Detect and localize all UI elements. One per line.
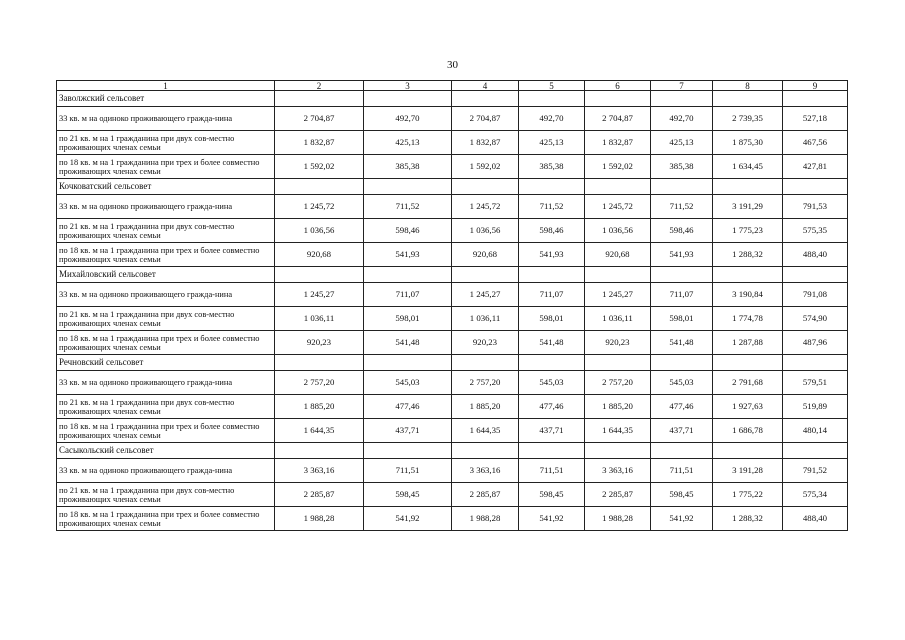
value-cell: 711,07 xyxy=(364,283,452,307)
table-row xyxy=(57,483,848,507)
empty-cell xyxy=(275,443,364,459)
row-label: по 18 кв. м на 1 гражданина при трех и более совместно проживающих членах семьи xyxy=(57,507,275,531)
value-cell: 2 791,68 xyxy=(713,371,783,395)
value-cell: 2 704,87 xyxy=(275,107,364,131)
value-cell: 1 245,27 xyxy=(275,283,364,307)
row-label: по 18 кв. м на 1 гражданина при трех и более совместно проживающих членах семьи xyxy=(57,155,275,179)
value-cell: 1 927,63 xyxy=(713,395,783,419)
group-title: Кочковатский сельсовет xyxy=(57,179,275,195)
value-cell: 711,52 xyxy=(364,195,452,219)
value-cell: 791,52 xyxy=(783,459,848,483)
empty-cell xyxy=(713,91,783,107)
empty-cell xyxy=(275,355,364,371)
column-header: 4 xyxy=(452,81,519,91)
table-row xyxy=(57,395,848,419)
row-label: 33 кв. м на одиноко проживающего гражда-нина xyxy=(57,195,275,219)
value-cell: 1 988,28 xyxy=(585,507,651,531)
empty-cell xyxy=(783,179,848,195)
value-cell: 598,46 xyxy=(519,219,585,243)
empty-cell xyxy=(585,355,651,371)
value-cell: 575,35 xyxy=(783,219,848,243)
table-row xyxy=(57,131,848,155)
empty-cell xyxy=(364,91,452,107)
value-cell: 1 686,78 xyxy=(713,419,783,443)
value-cell: 541,93 xyxy=(364,243,452,267)
value-cell: 2 757,20 xyxy=(585,371,651,395)
row-label: 33 кв. м на одиноко проживающего гражда-нина xyxy=(57,283,275,307)
value-cell: 425,13 xyxy=(519,131,585,155)
empty-cell xyxy=(713,355,783,371)
empty-cell xyxy=(519,91,585,107)
empty-cell xyxy=(275,91,364,107)
empty-cell xyxy=(713,179,783,195)
value-cell: 492,70 xyxy=(651,107,713,131)
value-cell: 1 288,32 xyxy=(713,507,783,531)
table-row xyxy=(57,371,848,395)
row-label: 33 кв. м на одиноко проживающего гражда-нина xyxy=(57,459,275,483)
column-header: 7 xyxy=(651,81,713,91)
empty-cell xyxy=(651,443,713,459)
value-cell: 1 245,27 xyxy=(452,283,519,307)
value-cell: 3 363,16 xyxy=(452,459,519,483)
group-title: Сасыкольский сельсовет xyxy=(57,443,275,459)
value-cell: 920,23 xyxy=(585,331,651,355)
empty-cell xyxy=(783,355,848,371)
value-cell: 1 036,56 xyxy=(275,219,364,243)
value-cell: 487,96 xyxy=(783,331,848,355)
empty-cell xyxy=(452,179,519,195)
value-cell: 480,14 xyxy=(783,419,848,443)
empty-cell xyxy=(585,267,651,283)
empty-cell xyxy=(651,267,713,283)
table-row xyxy=(57,419,848,443)
empty-cell xyxy=(364,355,452,371)
value-cell: 1 036,11 xyxy=(585,307,651,331)
value-cell: 1 287,88 xyxy=(713,331,783,355)
row-label: по 21 кв. м на 1 гражданина при двух сов-местно проживающих членах семьи xyxy=(57,219,275,243)
value-cell: 598,01 xyxy=(364,307,452,331)
value-cell: 2 704,87 xyxy=(452,107,519,131)
value-cell: 477,46 xyxy=(519,395,585,419)
empty-cell xyxy=(275,179,364,195)
value-cell: 598,45 xyxy=(651,483,713,507)
value-cell: 3 191,29 xyxy=(713,195,783,219)
value-cell: 711,51 xyxy=(519,459,585,483)
value-cell: 427,81 xyxy=(783,155,848,179)
value-cell: 1 988,28 xyxy=(275,507,364,531)
empty-cell xyxy=(364,267,452,283)
row-label: по 18 кв. м на 1 гражданина при трех и более совместно проживающих членах семьи xyxy=(57,243,275,267)
value-cell: 541,48 xyxy=(519,331,585,355)
value-cell: 579,51 xyxy=(783,371,848,395)
value-cell: 541,48 xyxy=(651,331,713,355)
value-cell: 711,07 xyxy=(519,283,585,307)
empty-cell xyxy=(585,443,651,459)
value-cell: 541,48 xyxy=(364,331,452,355)
value-cell: 492,70 xyxy=(519,107,585,131)
value-cell: 437,71 xyxy=(364,419,452,443)
empty-cell xyxy=(452,443,519,459)
value-cell: 598,46 xyxy=(364,219,452,243)
value-cell: 791,08 xyxy=(783,283,848,307)
value-cell: 598,01 xyxy=(651,307,713,331)
group-row xyxy=(57,443,848,459)
value-cell: 541,92 xyxy=(519,507,585,531)
value-cell: 1 988,28 xyxy=(452,507,519,531)
empty-cell xyxy=(713,267,783,283)
value-cell: 527,18 xyxy=(783,107,848,131)
value-cell: 1 245,27 xyxy=(585,283,651,307)
value-cell: 1 288,32 xyxy=(713,243,783,267)
value-cell: 575,34 xyxy=(783,483,848,507)
value-cell: 541,92 xyxy=(364,507,452,531)
value-cell: 1 875,30 xyxy=(713,131,783,155)
row-label: по 18 кв. м на 1 гражданина при трех и более совместно проживающих членах семьи xyxy=(57,419,275,443)
value-cell: 477,46 xyxy=(364,395,452,419)
empty-cell xyxy=(275,267,364,283)
value-cell: 1 775,23 xyxy=(713,219,783,243)
value-cell: 425,13 xyxy=(364,131,452,155)
empty-cell xyxy=(585,179,651,195)
row-label: по 21 кв. м на 1 гражданина при двух сов-местно проживающих членах семьи xyxy=(57,131,275,155)
value-cell: 1 774,78 xyxy=(713,307,783,331)
value-cell: 598,01 xyxy=(519,307,585,331)
value-cell: 1 634,45 xyxy=(713,155,783,179)
column-header: 6 xyxy=(585,81,651,91)
table-row xyxy=(57,307,848,331)
empty-cell xyxy=(452,267,519,283)
table-row xyxy=(57,507,848,531)
table-body xyxy=(57,81,848,531)
empty-cell xyxy=(364,443,452,459)
table-row xyxy=(57,195,848,219)
column-header: 9 xyxy=(783,81,848,91)
empty-cell xyxy=(585,91,651,107)
value-cell: 1 245,72 xyxy=(275,195,364,219)
empty-cell xyxy=(452,91,519,107)
value-cell: 711,51 xyxy=(651,459,713,483)
value-cell: 2 739,35 xyxy=(713,107,783,131)
value-cell: 545,03 xyxy=(651,371,713,395)
value-cell: 1 036,11 xyxy=(275,307,364,331)
value-cell: 492,70 xyxy=(364,107,452,131)
value-cell: 1 644,35 xyxy=(585,419,651,443)
value-cell: 3 191,28 xyxy=(713,459,783,483)
empty-cell xyxy=(651,91,713,107)
value-cell: 598,45 xyxy=(364,483,452,507)
value-cell: 3 190,84 xyxy=(713,283,783,307)
group-row xyxy=(57,179,848,195)
value-cell: 541,92 xyxy=(651,507,713,531)
empty-cell xyxy=(651,355,713,371)
empty-cell xyxy=(651,179,713,195)
value-cell: 425,13 xyxy=(651,131,713,155)
value-cell: 385,38 xyxy=(651,155,713,179)
value-cell: 2 285,87 xyxy=(452,483,519,507)
row-label: 33 кв. м на одиноко проживающего гражда-нина xyxy=(57,371,275,395)
table-row xyxy=(57,459,848,483)
value-cell: 541,93 xyxy=(651,243,713,267)
group-title: Михайловский сельсовет xyxy=(57,267,275,283)
value-cell: 3 363,16 xyxy=(585,459,651,483)
value-cell: 2 285,87 xyxy=(275,483,364,507)
empty-cell xyxy=(519,355,585,371)
table-row xyxy=(57,331,848,355)
empty-cell xyxy=(783,267,848,283)
value-cell: 1 832,87 xyxy=(452,131,519,155)
value-cell: 385,38 xyxy=(364,155,452,179)
group-title: Заволжский сельсовет xyxy=(57,91,275,107)
value-cell: 2 757,20 xyxy=(275,371,364,395)
empty-cell xyxy=(364,179,452,195)
value-cell: 920,23 xyxy=(275,331,364,355)
value-cell: 467,56 xyxy=(783,131,848,155)
value-cell: 519,89 xyxy=(783,395,848,419)
value-cell: 711,52 xyxy=(651,195,713,219)
value-cell: 488,40 xyxy=(783,507,848,531)
value-cell: 1 036,56 xyxy=(585,219,651,243)
value-cell: 2 757,20 xyxy=(452,371,519,395)
empty-cell xyxy=(713,443,783,459)
group-title: Речновский сельсовет xyxy=(57,355,275,371)
value-cell: 437,71 xyxy=(651,419,713,443)
value-cell: 385,38 xyxy=(519,155,585,179)
empty-cell xyxy=(519,267,585,283)
empty-cell xyxy=(519,443,585,459)
header-row xyxy=(57,81,848,91)
value-cell: 711,07 xyxy=(651,283,713,307)
value-cell: 1 036,56 xyxy=(452,219,519,243)
value-cell: 920,23 xyxy=(452,331,519,355)
value-cell: 920,68 xyxy=(585,243,651,267)
value-cell: 545,03 xyxy=(519,371,585,395)
row-label: по 18 кв. м на 1 гражданина при трех и более совместно проживающих членах семьи xyxy=(57,331,275,355)
table-row xyxy=(57,155,848,179)
value-cell: 1 245,72 xyxy=(585,195,651,219)
column-header: 1 xyxy=(57,81,275,91)
value-cell: 1 885,20 xyxy=(585,395,651,419)
value-cell: 1 592,02 xyxy=(452,155,519,179)
page-number: 30 xyxy=(447,59,458,71)
empty-cell xyxy=(452,355,519,371)
value-cell: 1 644,35 xyxy=(275,419,364,443)
row-label: 33 кв. м на одиноко проживающего гражда-нина xyxy=(57,107,275,131)
row-label: по 21 кв. м на 1 гражданина при двух сов-местно проживающих членах семьи xyxy=(57,395,275,419)
row-label: по 21 кв. м на 1 гражданина при двух сов-местно проживающих членах семьи xyxy=(57,483,275,507)
value-cell: 574,90 xyxy=(783,307,848,331)
value-cell: 545,03 xyxy=(364,371,452,395)
value-cell: 1 885,20 xyxy=(275,395,364,419)
value-cell: 791,53 xyxy=(783,195,848,219)
row-label: по 21 кв. м на 1 гражданина при двух сов-местно проживающих членах семьи xyxy=(57,307,275,331)
value-cell: 2 704,87 xyxy=(585,107,651,131)
value-cell: 1 592,02 xyxy=(585,155,651,179)
empty-cell xyxy=(783,443,848,459)
value-cell: 1 644,35 xyxy=(452,419,519,443)
value-cell: 1 885,20 xyxy=(452,395,519,419)
value-cell: 437,71 xyxy=(519,419,585,443)
column-header: 3 xyxy=(364,81,452,91)
group-row xyxy=(57,91,848,107)
column-header: 8 xyxy=(713,81,783,91)
data-table xyxy=(56,80,848,531)
empty-cell xyxy=(519,179,585,195)
table-row xyxy=(57,243,848,267)
group-row xyxy=(57,355,848,371)
value-cell: 488,40 xyxy=(783,243,848,267)
value-cell: 711,52 xyxy=(519,195,585,219)
value-cell: 1 036,11 xyxy=(452,307,519,331)
value-cell: 711,51 xyxy=(364,459,452,483)
column-header: 2 xyxy=(275,81,364,91)
value-cell: 477,46 xyxy=(651,395,713,419)
value-cell: 2 285,87 xyxy=(585,483,651,507)
value-cell: 1 832,87 xyxy=(275,131,364,155)
empty-cell xyxy=(783,91,848,107)
table-row xyxy=(57,107,848,131)
value-cell: 920,68 xyxy=(452,243,519,267)
value-cell: 1 775,22 xyxy=(713,483,783,507)
value-cell: 598,46 xyxy=(651,219,713,243)
group-row xyxy=(57,267,848,283)
value-cell: 1 245,72 xyxy=(452,195,519,219)
value-cell: 1 832,87 xyxy=(585,131,651,155)
value-cell: 920,68 xyxy=(275,243,364,267)
column-header: 5 xyxy=(519,81,585,91)
table-row xyxy=(57,219,848,243)
table-row xyxy=(57,283,848,307)
value-cell: 541,93 xyxy=(519,243,585,267)
value-cell: 1 592,02 xyxy=(275,155,364,179)
value-cell: 598,45 xyxy=(519,483,585,507)
value-cell: 3 363,16 xyxy=(275,459,364,483)
